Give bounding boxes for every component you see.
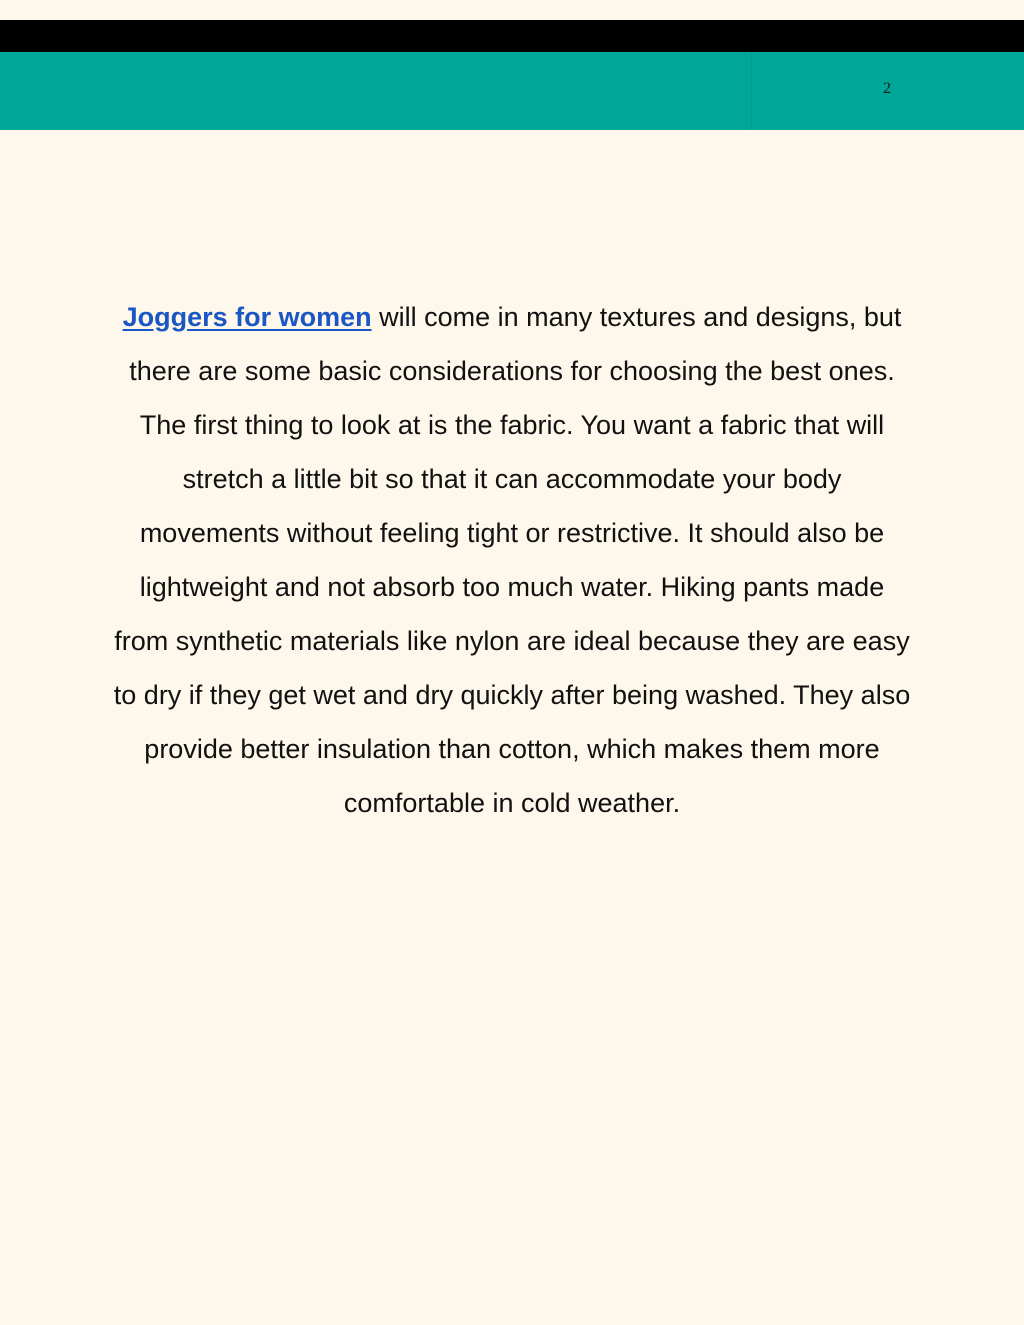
joggers-for-women-link[interactable]: Joggers for women <box>122 302 372 332</box>
body-paragraph <box>110 290 914 830</box>
header-divider <box>751 52 752 130</box>
header-teal-bar <box>0 52 1024 130</box>
page-top-margin <box>0 0 1024 20</box>
header-black-bar <box>0 20 1024 52</box>
page-number: 2 <box>883 80 891 97</box>
paragraph-text: will come in many textures and designs, but there are some basic considerations for choosing the best ones. The first thing to look at is the fabric. You want a fabric that will stretch a little bit so that it can accommodate your body movements without feeling tight or restrictive. It should also be lightweight and not absorb too much water. Hiking pants made from synthetic materials like nylon are ideal because they are easy to dry if they get wet and dry quickly after being washed. They also provide better insulation than cotton, which makes them more comfortable in cold weather. <box>113 302 911 818</box>
